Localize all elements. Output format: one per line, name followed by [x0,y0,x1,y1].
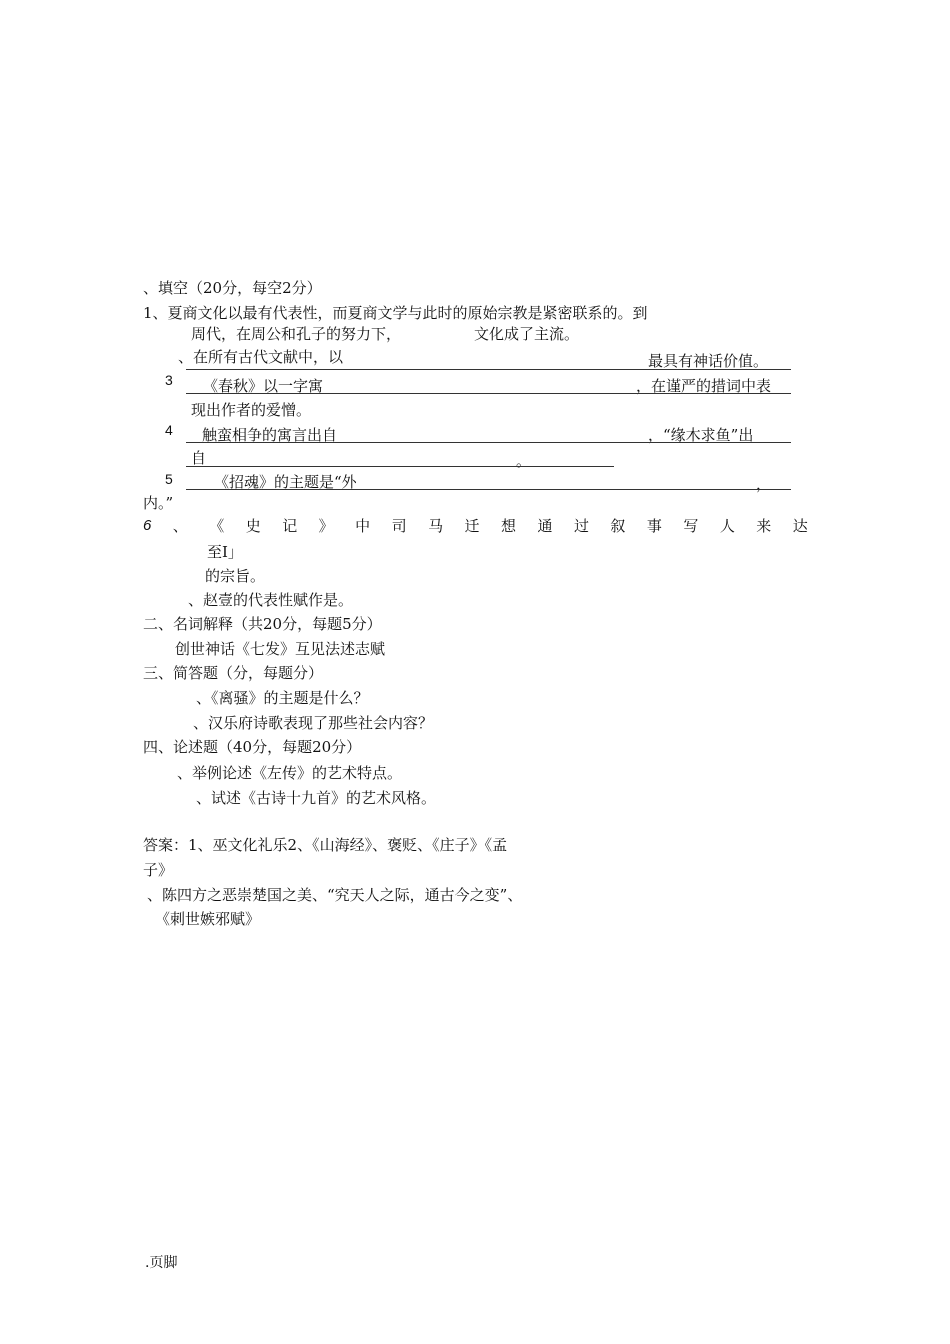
q6-char: 来 [756,517,772,535]
answers-line4: 《刺世嫉邪赋》 [155,910,261,928]
section2-terms: 创世神话《七发》互见法述志赋 [175,640,386,658]
answers-line3: 、陈四方之恶崇楚国之美、“究天人之际，通古今之变”、 [147,886,523,904]
q1-line-c: 文化成了主流。 [474,325,580,343]
q6-char: 写 [683,517,699,535]
q4-text-a: 触蛮相争的寓言出自 [202,426,338,444]
q6-char: 事 [646,517,662,535]
q6-char: 叙 [610,517,626,535]
q6-char: 6 [143,517,152,534]
q3-text-a: 《春秋》以一字寓 [203,377,324,395]
q3-underline [186,393,791,394]
q6-char: 迁 [464,517,480,535]
q4-underline [186,442,791,443]
q6-char: 想 [501,517,517,535]
q5-text-b: ， [756,475,772,493]
q6-char: 达 [792,517,808,535]
q7-text: 、赵壹的代表性赋作是。 [188,591,354,609]
q6-char: 记 [282,517,298,535]
q1-line-a: 1、夏商文化以最有代表性，而夏商文学与此时的原始宗教是紧密联系的。到 [143,304,648,322]
q6-char: 中 [355,517,371,535]
section4-q2: 、试述《古诗十九首》的艺术风格。 [196,789,437,807]
q6-char: 马 [428,517,444,535]
q2-underline [186,369,791,370]
q4-text-d: 。 [516,452,532,470]
q6-char: 司 [391,517,407,535]
q2-text-b: 最具有神话价值。 [648,352,769,370]
section1-heading: 、填空（20分，每空2分） [143,279,322,297]
answers-line1: 答案：1、巫文化礼乐2、《山海经》、褒贬、《庄子》《孟 [143,836,508,854]
section4-heading: 四、论述题（40分，每题20分） [143,738,362,756]
q4-text-c: 自 [191,449,207,467]
q6-char: 、 [172,517,188,535]
q2-text-a: 、在所有古代文献中，以 [178,348,344,366]
q6-text-b: 至I」 [207,543,243,561]
section3-heading: 三、简答题（分，每题分） [143,664,324,682]
section2-heading: 二、名词解释（共20分，每题5分） [143,615,382,633]
q5-text-a: 《招魂》的主题是“外 [214,473,357,491]
q6-char: 通 [537,517,553,535]
q5-text-c: 内。” [143,494,174,512]
q4-text-b: ，“缘木求鱼”出 [648,426,754,444]
q6-spaced-line [143,516,808,536]
q6-text-c: 的宗旨。 [205,567,266,585]
q5-number: 5 [165,471,173,487]
section3-q2: 、汉乐府诗歌表现了那些社会内容？ [193,714,434,732]
q6-char: 》 [318,517,334,535]
q5-underline [186,489,791,490]
q4-number: 4 [165,422,173,438]
q4-underline-2 [186,466,614,467]
page-footer: .页脚 [145,1255,178,1271]
section3-q1: 、《离骚》的主题是什么？ [196,689,369,707]
q3-text-c: 现出作者的爱憎。 [191,401,312,419]
q6-char: 人 [719,517,735,535]
q3-text-b: ，在谨严的措词中表 [636,377,772,395]
q3-number: 3 [165,372,173,388]
q6-char: 过 [573,517,589,535]
answers-line2: 子》 [143,861,174,879]
section4-q1: 、举例论述《左传》的艺术特点。 [177,764,403,782]
q6-char: 《 [209,517,225,535]
q1-line-b: 周代，在周公和孔子的努力下， [191,325,402,343]
q6-char: 史 [245,517,261,535]
